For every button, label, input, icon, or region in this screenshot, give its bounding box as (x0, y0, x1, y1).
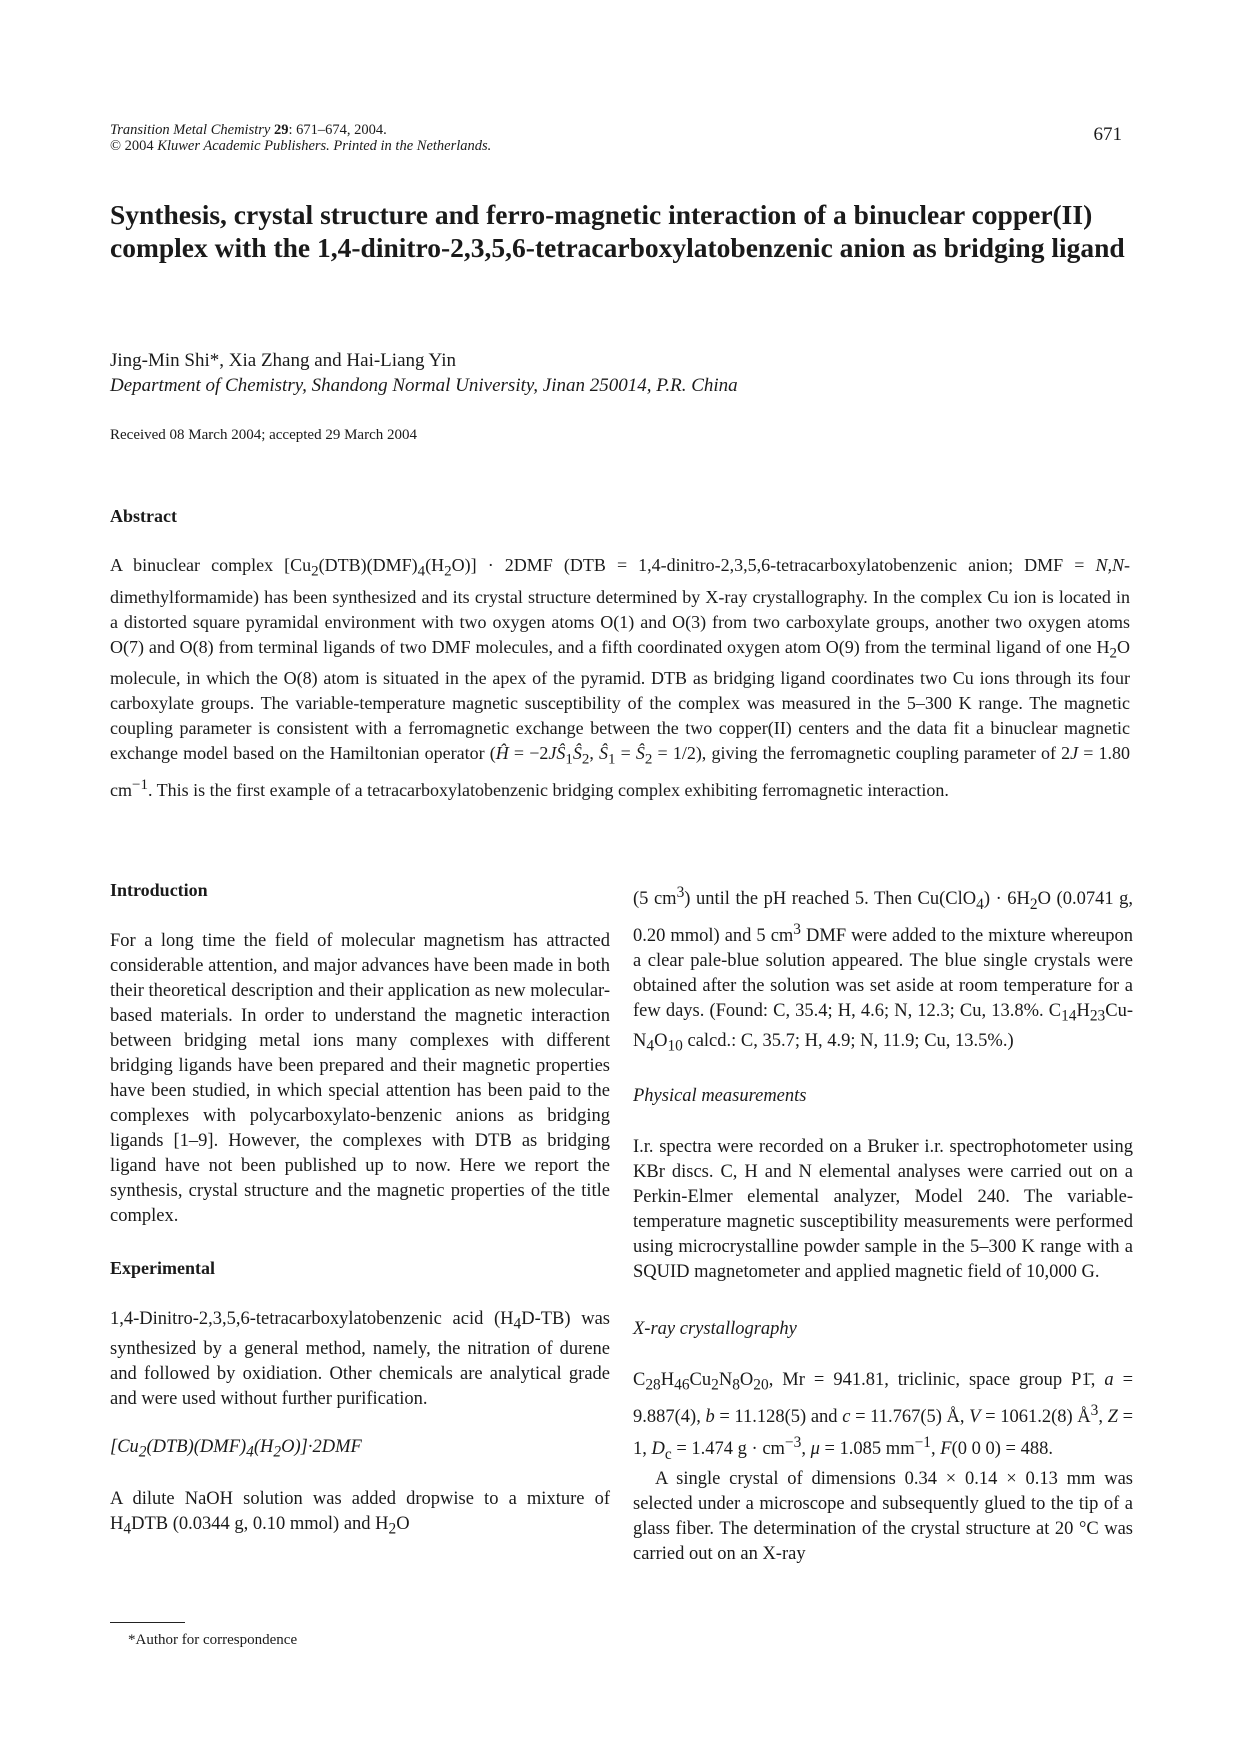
introduction-heading: Introduction (110, 880, 208, 900)
left-column (110, 878, 610, 1542)
authors: Jing-Min Shi*, Xia Zhang and Hai-Liang Yin (110, 350, 456, 371)
copyright-symbol: © (110, 138, 122, 154)
journal-name: Transition Metal Chemistry (110, 122, 271, 138)
crystal-selection-text: A single crystal of dimensions 0.34 × 0.14 × 0.13 mm was selected under a microscope and subsequently glued to the tip of a glass fiber. The determination of the crystal structure at 20 °C was carried out on an X-ray (633, 1469, 1133, 1565)
copyright-line (110, 138, 491, 154)
crystal-data-text: $C_{28}H_{46}Cu_2N_8O_{20}$, Mr = 941.81, triclinic, space group P1̄, a = 9.887(4), b = 11.128(5) and c = 11.767(5) Å, V = 1061.2(8) $Å^3$, Z = 1, $D_c = 1.474$ $g \cdot cm^{-3}$, μ = 1.085 $mm^{-1}$, F(0 0 0) = 488. (633, 1370, 1134, 1464)
copyright-year: 2004 (121, 138, 158, 154)
footnote: *Author for correspondence (128, 1632, 298, 1648)
right-column (633, 880, 1133, 1567)
xray-heading: X-ray crystallography (633, 1319, 797, 1340)
compound-subheading: $[Cu_2(DTB)(DMF)_4(H_2O)]\cdot 2DMF$ (110, 1436, 362, 1461)
synthesis-continued-text: (5 $cm^3$) until the pH reached 5. Then $Cu(ClO_4) \cdot 6H_2O$ (0.0741 g, 0.20 mmol) and 5 $cm^3$ DMF were added to the mixture whereupon a clear pale-blue solution appeared. The blue single crystals were obtained after the solution was set aside at room temperature for a few days. (Found: C, 35.4; H, 4.6; N, 12.3; Cu, 13.8%. $C_{14}H_{23}Cu-N_4O_{10}$ calcd.: C, 35.7; H, 4.9; N, 11.9; Cu, 13.5%.) (633, 884, 1133, 1055)
journal-header (110, 122, 491, 154)
page-number: 671 (1093, 124, 1122, 145)
affiliation: Department of Chemistry, Shandong Normal University, Jinan 250014, P.R. China (110, 375, 738, 396)
synthesis-text: A dilute NaOH solution was added dropwise to a mixture of $H_4DTB$ (0.0344 g, 0.10 mmol) and $H_2O$ (110, 1489, 610, 1539)
copyright-text: Kluwer Academic Publishers. Printed in the Netherlands. (157, 138, 492, 154)
citation-line (110, 122, 491, 138)
abstract-text: A binuclear complex $[Cu_2(DTB)(DMF)_4(H_2O)] \cdot 2DMF$ (DTB = 1,4-dinitro-2,3,5,6-tetracarboxylatobenzenic anion; DMF = N,N-dimethylformamide) has been synthesized and its crystal structure determined by X-ray crystallography. In the complex Cu ion is located in a distorted square pyramidal environment with two oxygen atoms O(1) and O(3) from two carboxylate groups, another two oxygen atoms O(7) and O(8) from terminal ligands of two DMF molecules, and a fifth coordinated oxygen atom O(9) from the terminal ligand of one $H_2O$ molecule, in which the O(8) atom is situated in the apex of the pyramid. DTB as bridging ligand coordinates two Cu ions through its four carboxylate groups. The variable-temperature magnetic susceptibility of the complex was measured in the 5–300 K range. The magnetic coupling parameter is consistent with a ferromagnetic exchange between the two copper(II) centers and the data fit a binuclear magnetic exchange model based on the Hamiltonian operator (Ĥ = $-2JŜ_1Ŝ_2$, $Ŝ_1$ = $Ŝ_2 = 1/2$), giving the ferromagnetic coupling parameter of 2J = 1.80 $cm^{-1}$. This is the first example of a tetracarboxylatobenzenic bridging complex exhibiting ferromagnetic interaction. (110, 555, 1131, 800)
pages-year: : 671–674, 2004. (288, 122, 387, 138)
experimental-text: 1,4-Dinitro-2,3,5,6-tetracarboxylatobenzenic acid $(H_4D-TB)$ was synthesized by a general method, namely, the nitration of durene and followed by oxidiation. Other chemicals are analytical grade and were used without further purification. (110, 1309, 610, 1409)
abstract-heading: Abstract (110, 506, 177, 526)
physical-measurements-text: I.r. spectra were recorded on a Bruker i.r. spectrophotometer using KBr discs. C, H and N elemental analyses were carried out on a Perkin-Elmer elemental analyzer, Model 240. The variable-temperature magnetic susceptibility measurements were performed using microcrystalline powder sample in the 5–300 K range with a SQUID magnetometer and applied magnetic field of 10,000 G. (633, 1137, 1133, 1283)
physical-measurements-heading: Physical measurements (633, 1086, 807, 1107)
volume: 29 (273, 122, 289, 138)
received-dates: Received 08 March 2004; accepted 29 March 2004 (110, 427, 417, 443)
introduction-text: For a long time the field of molecular magnetism has attracted considerable attention, and major advances have been made in both their theoretical description and their application as new molecular-based materials. In order to understand the magnetic interaction between bridging metal ions many complexes with different bridging ligands have been prepared and their magnetic properties have been studied, in which special attention has been paid to the complexes with polycarboxylato-benzenic anions as bridging ligands [1–9]. However, the complexes with DTB as bridging ligand have not been published up to now. Here we report the synthesis, crystal structure and the magnetic properties of the title complex. (110, 931, 610, 1226)
footnote-rule (110, 1622, 185, 1623)
experimental-heading: Experimental (110, 1258, 215, 1278)
paper-title: Synthesis, crystal structure and ferro-magnetic interaction of a binuclear copper(II) complex with the 1,4-dinitro-2,3,5,6-tetracarboxylatobenzenic anion as bridging ligand (110, 199, 1125, 263)
